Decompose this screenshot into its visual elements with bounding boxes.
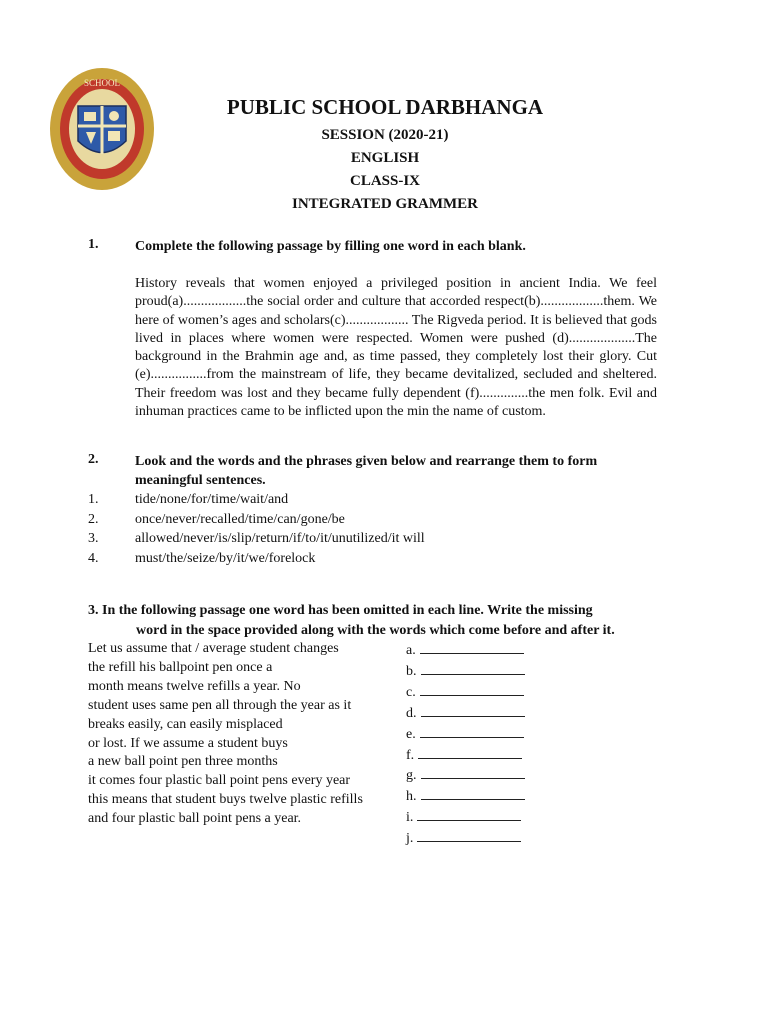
answer-blank[interactable]: a.	[406, 640, 525, 661]
list-item: 3. allowed/never/is/slip/return/if/to/it/unutilized/it will	[88, 531, 425, 546]
list-item: 4. must/the/seize/by/it/we/forelock	[88, 550, 316, 566]
answer-blank[interactable]: h.	[406, 786, 525, 807]
q2-instruction: Look and the words and the phrases given below and rearrange them to form meaningful sentences.	[135, 454, 598, 488]
q2-list	[88, 490, 425, 568]
school-title: PUBLIC SCHOOL DARBHANGA	[226, 95, 544, 119]
passage-line: month means twelve refills a year. No	[88, 678, 301, 694]
answer-blank[interactable]: g.	[406, 765, 525, 786]
q2-number: 2.	[88, 452, 99, 467]
answer-blank[interactable]: b.	[406, 661, 525, 682]
q3-passage-lines	[88, 640, 363, 829]
q1-instruction: Complete the following passage by filling one word in each blank.	[135, 239, 526, 254]
q1-number: 1.	[88, 237, 99, 252]
answer-blank[interactable]: i.	[406, 807, 525, 828]
class-line: CLASS-IX	[349, 173, 421, 189]
answer-blank[interactable]: j.	[406, 828, 525, 849]
passage-line: or lost. If we assume a student buys	[88, 735, 288, 751]
passage-line: this means that student buys twelve plastic refills	[88, 792, 363, 808]
answer-blank[interactable]: e.	[406, 724, 525, 745]
q3-instruction: 3. In the following passage one word has been omitted in each line. Write the missing word in the space provided along with the words which come before and after it.	[88, 603, 615, 638]
passage-line: the refill his ballpoint pen once a	[88, 659, 273, 675]
session-line: SESSION (2020-21)	[321, 127, 449, 143]
list-item: 2. once/never/recalled/time/can/gone/be	[88, 511, 345, 527]
passage-line: Let us assume that / average student changes	[88, 641, 339, 656]
q1-passage: History reveals that women enjoyed a privileged position in ancient India. We feel proud(a)..................the social order and culture that accorded respect(b)..................them. We here of women’s ages and scholars(c).................. The Rigveda period. It is believed that gods lived in places where women were respected. Women were pushed (d)...................The background in the Brahmin age and, as time passed, they completely lost their glory. Cut (e)................from the mainstream of life, they became devitalized, secluded and sheltered. Their freedom was lost and they became fully dependent (f)..............the men folk. Evil and inhuman practices came to be inflicted upon the min the name of custom.	[135, 276, 657, 420]
answer-blank[interactable]: d.	[406, 703, 525, 724]
list-item: 1. tide/none/for/time/wait/and	[88, 492, 289, 507]
passage-line: it comes four plastic ball point pens every year	[88, 773, 351, 789]
logo-top-text: SCHOOL	[83, 78, 121, 88]
passage-line: student uses same pen all through the year as it	[88, 697, 352, 713]
topic-line: INTEGRATED GRAMMER	[292, 196, 478, 212]
subject-line: ENGLISH	[350, 150, 420, 166]
answer-blank[interactable]: f.	[406, 745, 525, 766]
answer-blank[interactable]: c.	[406, 682, 525, 703]
passage-line: a new ball point pen three months	[88, 754, 278, 770]
passage-line: breaks easily, can easily misplaced	[88, 716, 283, 732]
q3-answer-blanks	[406, 640, 525, 849]
passage-line: and four plastic ball point pens a year.	[88, 811, 302, 827]
